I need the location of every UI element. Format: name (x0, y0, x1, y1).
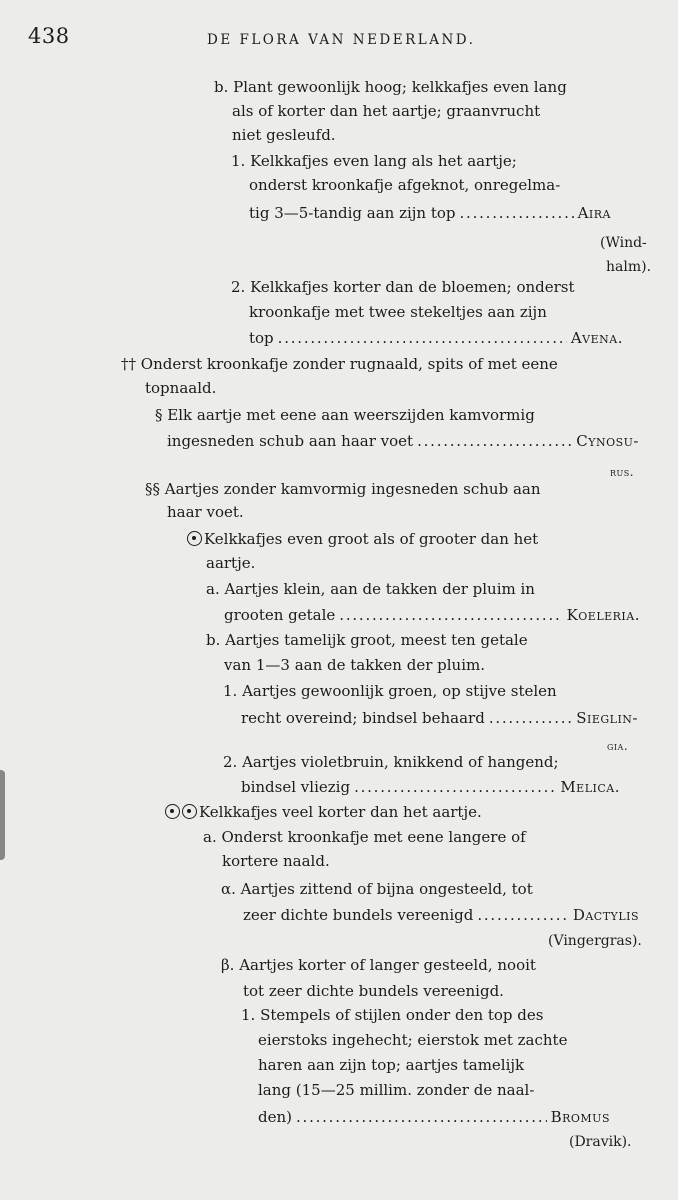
key-line-text: den) (258, 1108, 292, 1126)
key-line: 1. Aartjes gewoonlijk groen, op stijve stelen (223, 682, 557, 700)
leader-dots (278, 331, 567, 346)
key-line-text: tig 3—5-tandig aan zijn top (249, 204, 456, 222)
key-line: a. Onderst kroonkafje met eene langere of (203, 828, 526, 846)
key-line-leader (224, 608, 640, 623)
key-line: eierstoks ingehecht; eierstok met zachte (258, 1031, 568, 1049)
key-line (187, 531, 538, 547)
key-line: 2. Kelkkafjes korter dan de bloemen; onderst (231, 278, 575, 296)
circle-dot-icon (165, 804, 180, 819)
key-line: lang (15—25 millim. zonder de naal- (258, 1081, 535, 1099)
common-name: (Vingergras). (548, 933, 642, 949)
key-line: § Elk aartje met eene aan weerszijden kamvormig (155, 406, 535, 424)
key-line-text: Kelkkafjes veel korter dan het aartje. (199, 803, 482, 821)
common-name: (Wind- (600, 235, 647, 251)
key-line: α. Aartjes zittend of bijna ongesteeld, tot (221, 880, 533, 898)
key-line: haar voet. (167, 503, 244, 521)
key-line: topnaald. (145, 379, 217, 397)
common-name: (Dravik). (569, 1134, 632, 1150)
key-line: van 1—3 aan de takken der pluim. (224, 656, 485, 674)
key-line-leader (241, 780, 620, 795)
genus-dactylis: Dactylis (572, 906, 639, 924)
key-line: 1. Stempels of stijlen onder den top des (241, 1006, 544, 1024)
key-line-leader (258, 1110, 610, 1125)
key-line-text: grooten getale (224, 606, 336, 624)
key-line: a. Aartjes klein, aan de takken der pluim in (206, 580, 535, 598)
key-line: β. Aartjes korter of langer gesteeld, nooit (221, 956, 536, 974)
page-number: 438 (28, 24, 70, 48)
key-line-leader (243, 908, 639, 923)
leader-dots (339, 608, 562, 623)
genus-cynosurus: Cynosu- (576, 432, 639, 450)
leader-dots (296, 1110, 547, 1125)
leader-dots (417, 434, 572, 449)
genus-avena: Avena. (570, 329, 623, 347)
key-line: tot zeer dichte bundels vereenigd. (243, 982, 504, 1000)
key-line: b. Plant gewoonlijk hoog; kelkkafjes even lang (214, 78, 567, 96)
genus-cynosurus-cont: rus. (610, 465, 635, 479)
genus-sieglingia: Sieglin- (576, 709, 638, 727)
leader-dots (477, 908, 568, 923)
key-line-text: ingesneden schub aan haar voet (167, 432, 414, 450)
key-line (165, 804, 482, 820)
genus-sieglingia-cont: gia. (607, 739, 629, 753)
key-line: 1. Kelkkafjes even lang als het aartje; (231, 152, 517, 170)
key-line: b. Aartjes tamelijk groot, meest ten getale (206, 631, 528, 649)
key-line: †† Onderst kroonkafje zonder rugnaald, spits of met eene (121, 355, 558, 373)
genus-aira: Aira (577, 204, 611, 222)
key-line: aartje. (206, 554, 256, 572)
key-line-leader (167, 434, 639, 449)
key-line: als of korter dan het aartje; graanvrucht (232, 102, 541, 120)
circle-dot-icon (182, 804, 197, 819)
key-line-text: recht overeind; bindsel behaard (241, 709, 485, 727)
key-line: haren aan zijn top; aartjes tamelijk (258, 1056, 525, 1074)
key-line-text: Kelkkafjes even groot als of grooter dan het (204, 530, 539, 548)
key-line-leader (241, 711, 638, 726)
genus-koeleria: Koeleria. (566, 606, 640, 624)
leader-dots (489, 711, 572, 726)
page-edge-shadow (0, 770, 5, 860)
circle-dot-icon (187, 531, 202, 546)
key-line-text: top (249, 329, 274, 347)
key-line-text: bindsel vliezig (241, 778, 351, 796)
key-line-leader (249, 331, 623, 346)
running-title: DE FLORA VAN NEDERLAND. (207, 32, 476, 48)
key-line: onderst kroonkafje afgeknot, onregelma- (249, 176, 561, 194)
genus-melica: Melica. (560, 778, 620, 796)
genus-bromus: Bromus (550, 1108, 610, 1126)
key-line: kortere naald. (222, 852, 330, 870)
key-line: niet gesleufd. (232, 126, 336, 144)
key-line-text: zeer dichte bundels vereenigd (243, 906, 474, 924)
key-line: §§ Aartjes zonder kamvormig ingesneden schub aan (145, 480, 541, 498)
leader-dots (354, 780, 556, 795)
leader-dots (460, 206, 574, 221)
common-name: halm). (606, 259, 652, 275)
key-line: 2. Aartjes violetbruin, knikkend of hangend; (223, 753, 559, 771)
key-line: kroonkafje met twee stekeltjes aan zijn (249, 303, 547, 321)
key-line-leader (249, 206, 611, 221)
